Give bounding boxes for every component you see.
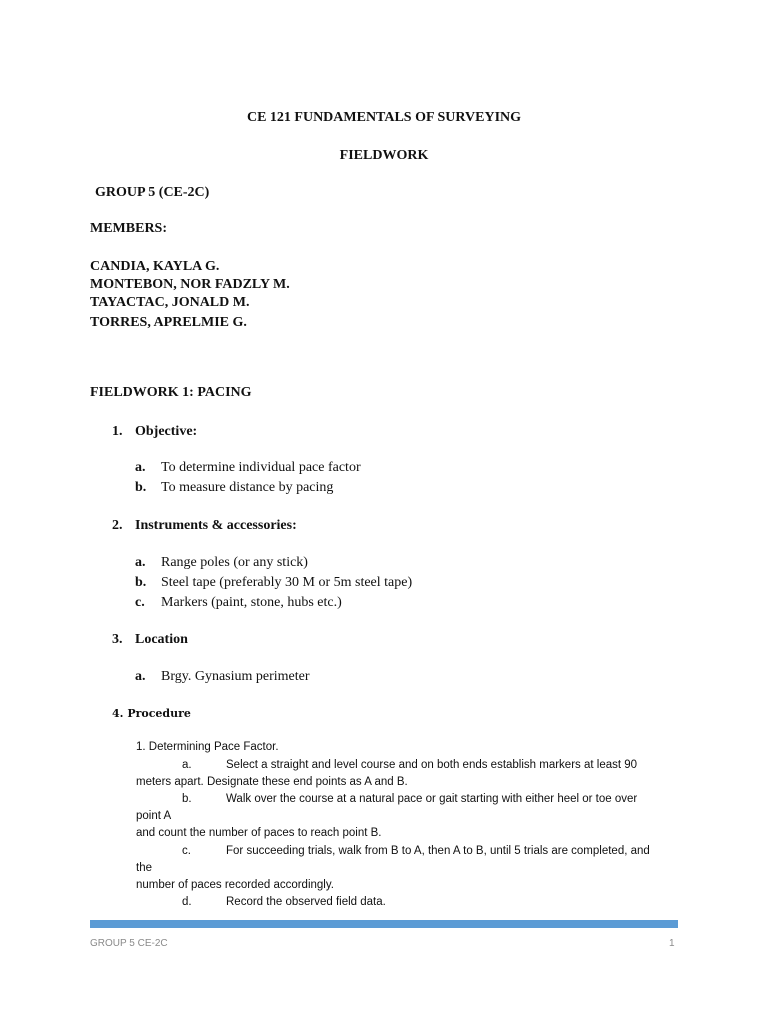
member-name: TAYACTAC, JONALD M.: [90, 295, 250, 310]
procedure-text: Walk over the course at a natural pace or gait starting with either heel or toe over: [226, 793, 638, 805]
member-name: TORRES, APRELMIE G.: [90, 315, 247, 330]
procedure-text: the: [136, 862, 152, 874]
footer-group-label: GROUP 5 CE-2C: [90, 938, 168, 949]
procedure-text: For succeeding trials, walk from B to A, then A to B, until 5 trials are completed, and: [226, 845, 650, 857]
procedure-text: Record the observed field data.: [226, 896, 386, 908]
fieldwork-title: FIELDWORK 1: PACING: [90, 385, 252, 400]
procedure-text: Select a straight and level course and on both ends establish markers at least 90: [226, 759, 638, 771]
list-item: Steel tape (preferably 30 M or 5m steel tape): [161, 575, 413, 590]
section-number: 2.: [112, 518, 123, 533]
list-marker: a.: [182, 759, 192, 771]
list-marker: b.: [182, 793, 192, 805]
section-heading: 4. Procedure: [112, 707, 191, 720]
section-heading: Instruments & accessories:: [135, 518, 297, 533]
members-label: MEMBERS:: [90, 221, 167, 236]
list-item: Range poles (or any stick): [161, 555, 308, 570]
section-number: 3.: [112, 632, 123, 647]
list-marker: a.: [135, 460, 146, 475]
group-label: GROUP 5 (CE-2C): [95, 185, 210, 200]
course-title: CE 121 FUNDAMENTALS OF SURVEYING: [246, 110, 522, 125]
list-marker: a.: [135, 669, 146, 684]
member-name: CANDIA, KAYLA G.: [90, 259, 220, 274]
list-item: To determine individual pace factor: [161, 460, 361, 475]
list-marker: d.: [182, 896, 192, 908]
footer-divider: [90, 920, 678, 928]
section-heading: Objective:: [135, 424, 198, 439]
list-item: To measure distance by pacing: [161, 480, 334, 495]
list-marker: c.: [182, 845, 191, 857]
list-item: Markers (paint, stone, hubs etc.): [161, 595, 342, 610]
list-marker: c.: [135, 595, 145, 610]
procedure-text: point A: [136, 810, 172, 822]
procedure-step: 1. Determining Pace Factor.: [136, 741, 279, 753]
procedure-text: meters apart. Designate these end points as A and B.: [136, 776, 408, 788]
procedure-text: and count the number of paces to reach point B.: [136, 827, 382, 839]
list-marker: b.: [135, 480, 147, 495]
document-subtitle: FIELDWORK: [339, 148, 429, 163]
section-heading: Location: [135, 632, 188, 647]
section-number: 1.: [112, 424, 123, 439]
list-item: Brgy. Gynasium perimeter: [161, 669, 310, 684]
list-marker: a.: [135, 555, 146, 570]
list-marker: b.: [135, 575, 147, 590]
procedure-text: number of paces recorded accordingly.: [136, 879, 334, 891]
member-name: MONTEBON, NOR FADZLY M.: [90, 277, 290, 292]
page-number: 1: [669, 938, 675, 949]
